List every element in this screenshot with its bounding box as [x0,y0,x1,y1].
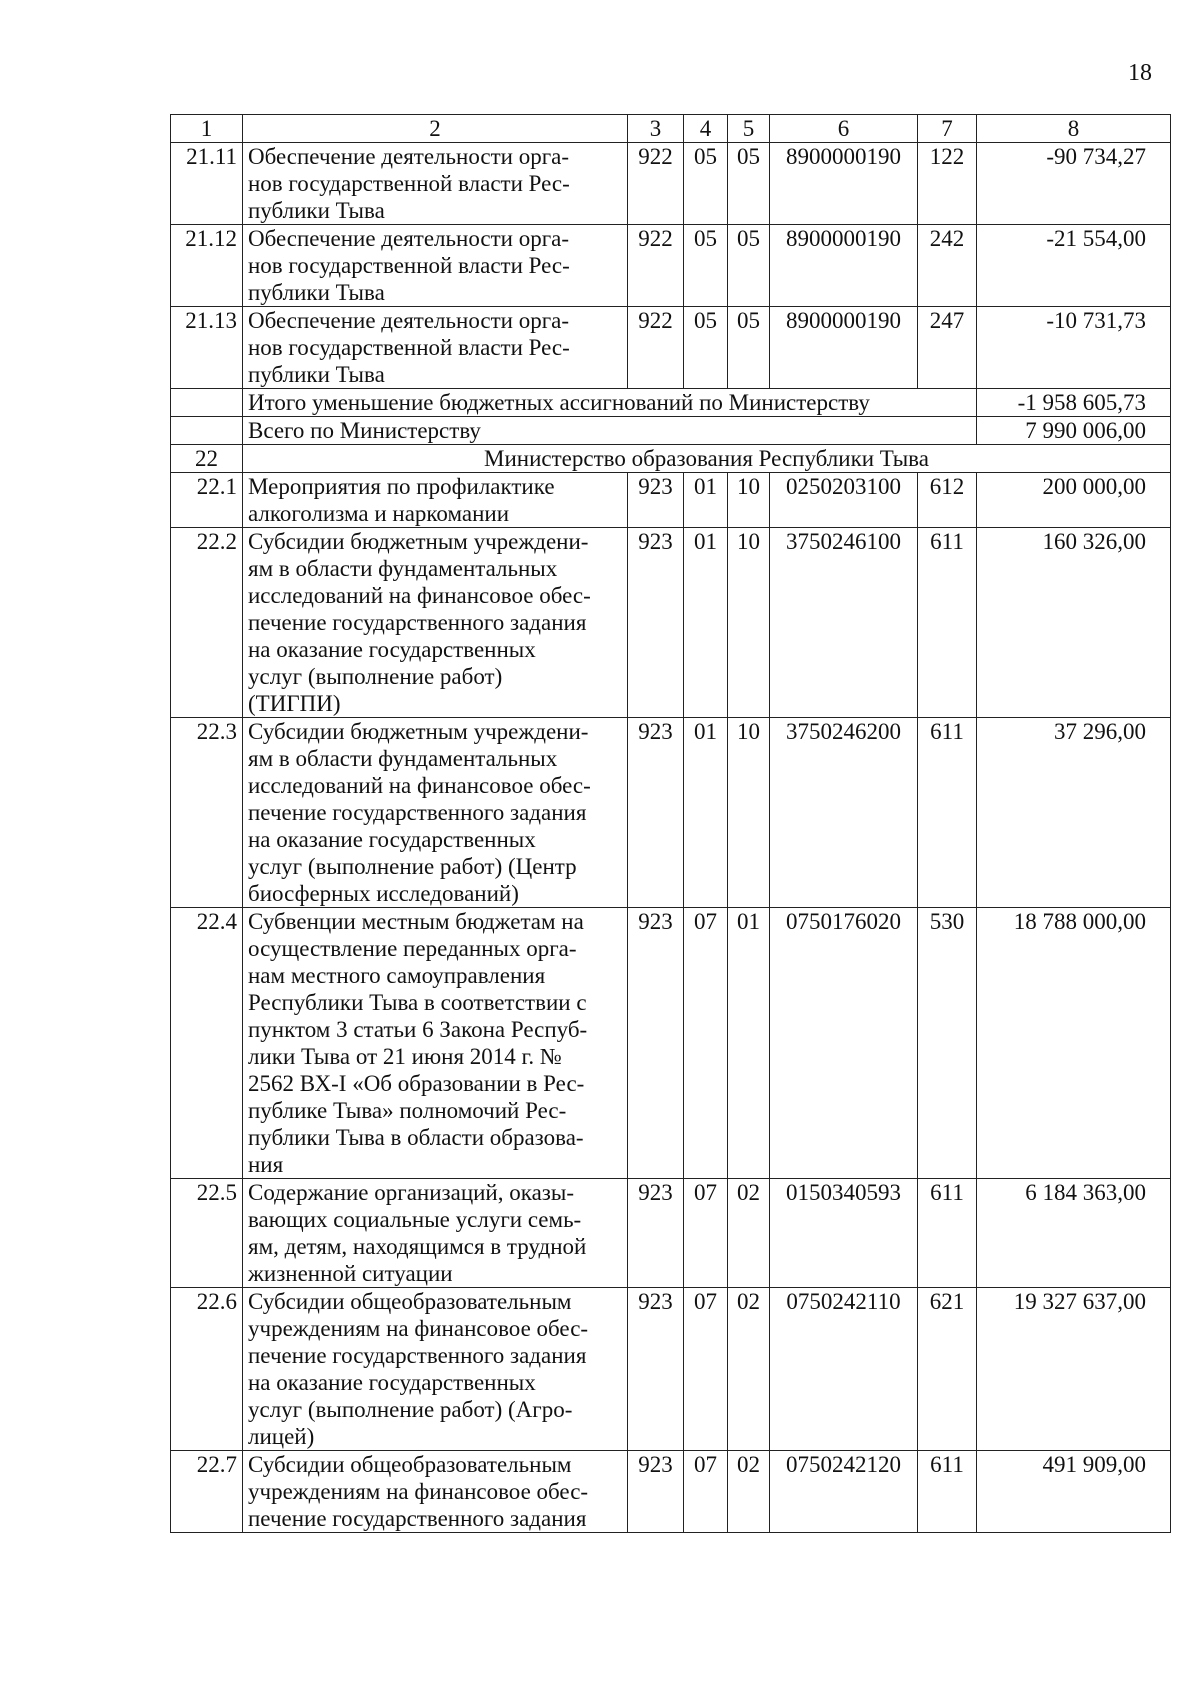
empty-cell [171,417,243,445]
code-subsection: 05 [728,307,770,389]
table-row [171,1179,1171,1288]
table-row [171,718,1171,908]
code-section: 05 [684,143,728,225]
header-cell: 1 [171,115,243,143]
code-ministry: 922 [628,225,684,307]
row-amount: 160 326,00 [977,528,1171,718]
row-amount: 491 909,00 [977,1451,1171,1533]
row-description: Обеспечение деятельности орга- нов государственной власти Рес- публики Тыва [243,225,628,307]
row-amount: 18 788 000,00 [977,908,1171,1179]
code-ministry: 923 [628,1451,684,1533]
code-target: 3750246200 [770,718,918,908]
table-row [171,307,1171,389]
code-section: 05 [684,225,728,307]
code-subsection: 05 [728,143,770,225]
header-row [171,115,1171,143]
section-number: 22 [171,445,243,473]
row-number: 21.13 [171,307,243,389]
row-description: Субсидии общеобразовательным учреждениям на финансовое обес- печение государственного задания на оказание государственных услуг (выполнение работ) (Агро- лицей) [243,1288,628,1451]
header-cell: 6 [770,115,918,143]
table-body [171,115,1171,1533]
code-subsection: 10 [728,473,770,528]
code-subsection: 05 [728,225,770,307]
code-section: 01 [684,718,728,908]
code-expense-type: 611 [918,528,977,718]
row-description: Мероприятия по профилактике алкоголизма и наркомании [243,473,628,528]
code-expense-type: 611 [918,718,977,908]
code-subsection: 02 [728,1179,770,1288]
row-description: Обеспечение деятельности орга- нов государственной власти Рес- публики Тыва [243,307,628,389]
code-section: 01 [684,528,728,718]
row-number: 22.3 [171,718,243,908]
code-target: 8900000190 [770,143,918,225]
code-section: 07 [684,1288,728,1451]
row-number: 22.1 [171,473,243,528]
table-row [171,225,1171,307]
row-number: 22.5 [171,1179,243,1288]
row-amount: -21 554,00 [977,225,1171,307]
row-description: Субвенции местным бюджетам на осуществление переданных орга- нам местного самоуправления Республики Тыва в соответствии с пунктом 3 статьи 6 Закона Респуб- лики Тыва от 21 июня 2014 г. № 2562 ВХ-I «Об образовании в Рес- публике Тыва» полномочий Рес- публики Тыва в области образова- ния [243,908,628,1179]
code-expense-type: 612 [918,473,977,528]
header-cell: 8 [977,115,1171,143]
row-amount: 6 184 363,00 [977,1179,1171,1288]
section-row [171,445,1171,473]
code-section: 07 [684,1451,728,1533]
code-ministry: 923 [628,908,684,1179]
total-label: Итого уменьшение бюджетных ассигнований по Министерству [243,389,977,417]
empty-cell [171,389,243,417]
code-ministry: 923 [628,473,684,528]
row-description: Субсидии общеобразовательным учреждениям на финансовое обес- печение государственного задания [243,1451,628,1533]
total-amount: 7 990 006,00 [977,417,1171,445]
code-subsection: 02 [728,1451,770,1533]
code-target: 0750242120 [770,1451,918,1533]
row-number: 21.12 [171,225,243,307]
code-subsection: 02 [728,1288,770,1451]
code-target: 8900000190 [770,225,918,307]
row-number: 22.4 [171,908,243,1179]
code-section: 01 [684,473,728,528]
code-section: 07 [684,1179,728,1288]
code-subsection: 10 [728,718,770,908]
code-expense-type: 621 [918,1288,977,1451]
table-row [171,143,1171,225]
code-target: 8900000190 [770,307,918,389]
code-subsection: 01 [728,908,770,1179]
code-ministry: 923 [628,1179,684,1288]
table-row [171,908,1171,1179]
code-target: 0750242110 [770,1288,918,1451]
header-cell: 2 [243,115,628,143]
table-row [171,528,1171,718]
code-expense-type: 530 [918,908,977,1179]
row-number: 22.7 [171,1451,243,1533]
page-number: 18 [1128,60,1152,86]
header-cell: 3 [628,115,684,143]
code-ministry: 922 [628,307,684,389]
code-ministry: 923 [628,528,684,718]
code-section: 05 [684,307,728,389]
total-amount: -1 958 605,73 [977,389,1171,417]
code-section: 07 [684,908,728,1179]
row-amount: 200 000,00 [977,473,1171,528]
row-amount: 37 296,00 [977,718,1171,908]
code-target: 0250203100 [770,473,918,528]
row-number: 22.2 [171,528,243,718]
code-target: 0750176020 [770,908,918,1179]
row-description: Содержание организаций, оказы- вающих социальные услуги семь- ям, детям, находящимся в трудной жизненной ситуации [243,1179,628,1288]
row-number: 22.6 [171,1288,243,1451]
row-amount: -10 731,73 [977,307,1171,389]
code-subsection: 10 [728,528,770,718]
table-row [171,1451,1171,1533]
row-description: Субсидии бюджетным учреждени- ям в области фундаментальных исследований на финансовое обес- печение государственного задания на оказание государственных услуг (выполнение работ) (Центр биосферных исследований) [243,718,628,908]
table-row [171,1288,1171,1451]
header-cell: 4 [684,115,728,143]
row-description: Обеспечение деятельности орга- нов государственной власти Рес- публики Тыва [243,143,628,225]
code-expense-type: 242 [918,225,977,307]
code-target: 3750246100 [770,528,918,718]
row-description: Субсидии бюджетным учреждени- ям в области фундаментальных исследований на финансовое обес- печение государственного задания на оказание государственных услуг (выполнение работ) (ТИГПИ) [243,528,628,718]
section-title: Министерство образования Республики Тыва [243,445,1171,473]
code-target: 0150340593 [770,1179,918,1288]
total-decrease-row [171,389,1171,417]
code-ministry: 922 [628,143,684,225]
code-ministry: 923 [628,1288,684,1451]
code-expense-type: 611 [918,1179,977,1288]
total-label: Всего по Министерству [243,417,977,445]
code-expense-type: 122 [918,143,977,225]
row-amount: 19 327 637,00 [977,1288,1171,1451]
row-number: 21.11 [171,143,243,225]
row-amount: -90 734,27 [977,143,1171,225]
code-expense-type: 611 [918,1451,977,1533]
header-cell: 7 [918,115,977,143]
total-all-row [171,417,1171,445]
header-cell: 5 [728,115,770,143]
code-ministry: 923 [628,718,684,908]
code-expense-type: 247 [918,307,977,389]
table-row [171,473,1171,528]
budget-table [170,114,1171,1533]
